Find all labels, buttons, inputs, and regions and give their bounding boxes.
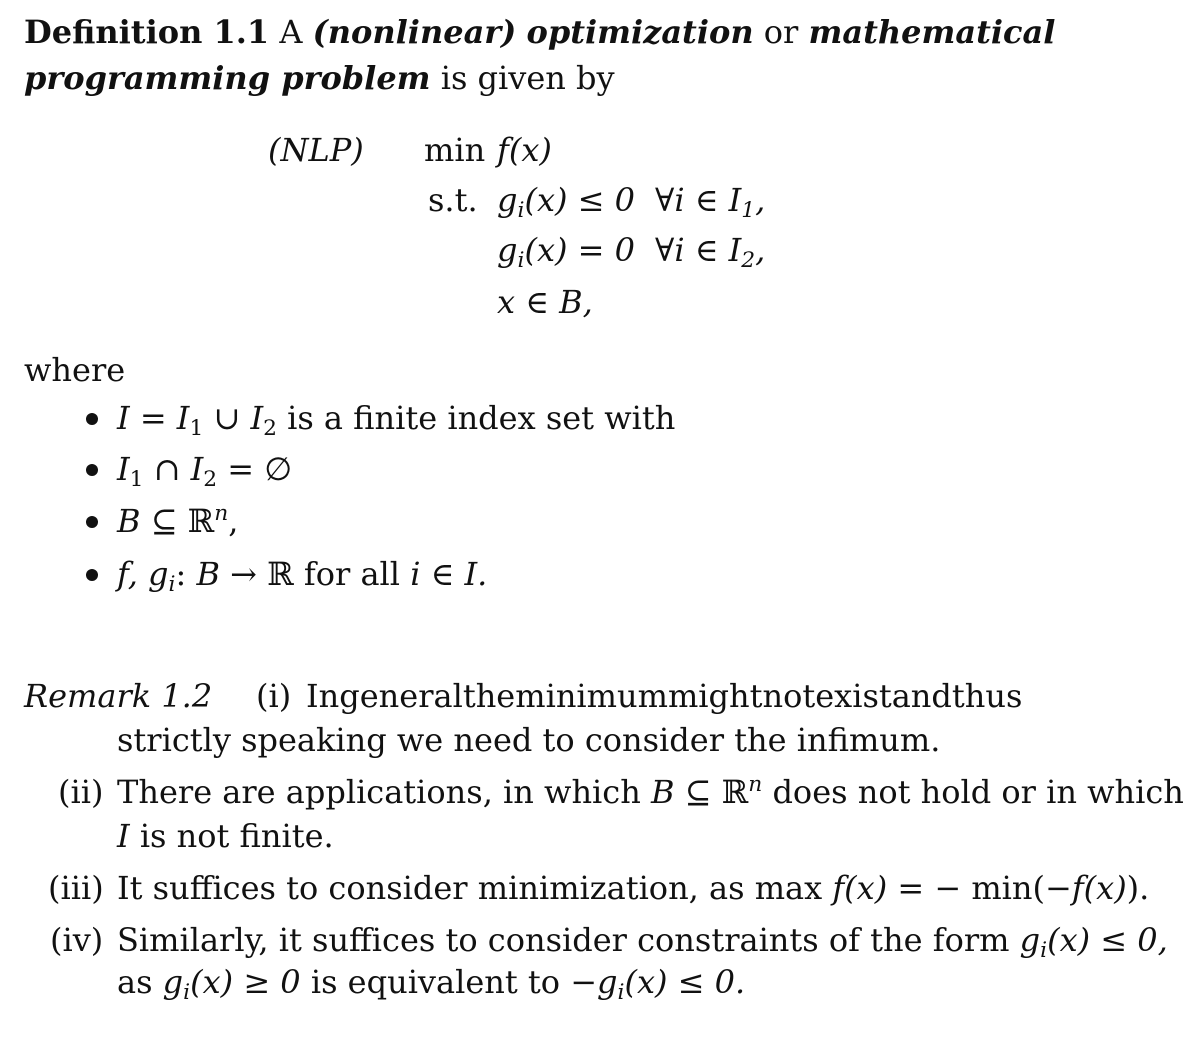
b4-sub: i (168, 572, 176, 598)
remark-ii-sup: n (748, 772, 763, 798)
definition-term-programming-problem: programming problem (24, 59, 431, 97)
b1-text: is a finite index set with (276, 399, 676, 437)
remark-ii-label: (ii) (58, 773, 104, 811)
bullet-dot-1 (86, 413, 98, 425)
remark-iv-a: Similarly, it suffices to consider constraints of the form (117, 921, 1020, 959)
b4-set: B (196, 555, 220, 593)
remark-iv-l2-sub2: i (617, 980, 625, 1006)
remark-i-word: exist (815, 677, 892, 715)
remark-i-word: the (462, 677, 516, 715)
remark-heading: Remark 1.2 (24, 677, 213, 715)
b1-sub2: 2 (263, 416, 277, 442)
remark-iv-sub: i (1040, 938, 1048, 964)
b4-arrow: → ℝ (219, 555, 294, 593)
b4-text: for all (293, 555, 411, 593)
definition-word-or: or (763, 13, 799, 51)
b2-sub2: 2 (203, 467, 218, 493)
remark-iv-g: g (1019, 921, 1041, 959)
remark-ii-I: I (117, 817, 130, 855)
remark-i-word: thus (951, 677, 1023, 715)
remark-iv-line-1 (117, 920, 1168, 964)
remark-iv-l2-b: (x) ≥ 0 (190, 963, 301, 1001)
definition-line-2 (24, 58, 615, 98)
remark-iv-b: (x) ≤ 0, (1047, 921, 1168, 959)
nlp-constraint-eq (497, 230, 635, 274)
remark-i-word: minimum (515, 677, 668, 715)
remark-i-word: general (339, 677, 463, 715)
bullet-dot-4 (86, 569, 98, 581)
nlp-quantifier-2 (655, 230, 766, 274)
b2-sub1: 1 (129, 467, 144, 493)
remark-iv-l2-g2: g (597, 963, 618, 1001)
remark-i-label: (i) (256, 677, 292, 715)
remark-ii-line-1 (117, 772, 1184, 812)
remark-iv-l2-g: g (162, 963, 184, 1001)
remark-iv-line-2 (117, 962, 746, 1006)
quantifier-2-sub: 2 (741, 248, 756, 274)
constraint-eq-rest: (x) = 0 (524, 231, 635, 269)
remark-i-line-1 (306, 676, 1023, 716)
constraint-g-sub: i (517, 198, 525, 224)
nlp-subject-to: s.t. (428, 181, 478, 219)
quantifier-1-sub: 1 (741, 198, 756, 224)
nlp-constraint-ineq (497, 180, 635, 224)
remark-ii-a: There are applications, in which (117, 773, 651, 811)
remark-iii-d: f(x) (1071, 869, 1127, 907)
definition-word-a: A (279, 13, 303, 51)
quantifier-1-text: ∀i ∈ I (655, 181, 742, 219)
quantifier-2-text: ∀i ∈ I (655, 231, 742, 269)
remark-i-word: In (306, 677, 340, 715)
remark-ii-b: ⊆ ℝ (674, 773, 749, 811)
definition-line-1 (24, 12, 1055, 52)
domain-set-b: B (559, 283, 583, 321)
nlp-quantifier-1 (655, 180, 766, 224)
definition-term-optimization: optimization (526, 13, 754, 51)
definition-heading: Definition 1.1 (24, 13, 270, 51)
quantifier-1-end: , (755, 181, 766, 219)
b4-colon: : (175, 555, 197, 593)
bullet-item-1 (117, 398, 676, 442)
remark-iv-label: (iv) (50, 921, 104, 959)
definition-term-nonlinear: (nonlinear) (312, 13, 517, 51)
nlp-min: min (424, 131, 486, 169)
bullet-item-2 (117, 449, 293, 493)
remark-iii-label: (iii) (48, 869, 104, 907)
remark-ii-c: does not hold or in which (762, 773, 1184, 811)
nlp-objective: f(x) (497, 131, 552, 169)
bullet-dot-3 (86, 516, 98, 528)
b3-set: B (117, 502, 141, 540)
remark-iv-l2-d: (x) ≤ 0. (624, 963, 746, 1001)
remark-i-word: might (667, 677, 763, 715)
constraint-eq-g: g (497, 231, 518, 269)
remark-iii-line (117, 868, 1149, 908)
b2-a: I (117, 450, 130, 488)
b1-sub1: 1 (189, 416, 204, 442)
where-label: where (24, 351, 126, 389)
nlp-label: (NLP) (268, 131, 364, 169)
nlp-domain-constraint (497, 282, 593, 322)
remark-iii-b: f(x) (832, 869, 888, 907)
remark-i-word: not (762, 677, 816, 715)
b1-cup: ∪ I (203, 399, 264, 437)
quantifier-2-end: , (755, 231, 766, 269)
b3-sup: n (214, 501, 229, 527)
bullet-item-3 (117, 501, 238, 541)
remark-i-line-2: strictly speaking we need to consider the infimum. (117, 721, 941, 759)
domain-end: , (582, 283, 593, 321)
remark-i-word: and (891, 677, 952, 715)
definition-tail: is given by (440, 59, 615, 97)
remark-iii-a: It suffices to consider minimization, as max (117, 869, 833, 907)
definition-term-mathematical: mathematical (808, 13, 1056, 51)
remark-ii-set: B (650, 773, 675, 811)
b4-a: f, g (117, 555, 169, 593)
constraint-g: g (497, 181, 518, 219)
remark-iii-c: = − min(− (887, 869, 1072, 907)
bullet-item-4 (117, 554, 488, 598)
b3-end: , (228, 502, 239, 540)
remark-iv-l2-c: is equivalent to − (300, 963, 597, 1001)
remark-iv-l2-sub: i (183, 980, 191, 1006)
remark-iv-l2-a: as (117, 963, 163, 1001)
remark-iii-e: ). (1126, 869, 1150, 907)
b2-cap: ∩ I (143, 450, 204, 488)
constraint-ineq-rest: (x) ≤ 0 (524, 181, 635, 219)
b4-end: i ∈ I. (410, 555, 488, 593)
b2-end: = ∅ (217, 450, 293, 488)
b1-math: I = I (117, 399, 190, 437)
remark-ii-line-2 (117, 816, 334, 856)
remark-ii-rest: is not finite. (129, 817, 334, 855)
b3-mid: ⊆ ℝ (140, 502, 215, 540)
bullet-dot-2 (86, 464, 98, 476)
domain-x-in: x ∈ (497, 283, 560, 321)
constraint-eq-g-sub: i (517, 248, 525, 274)
